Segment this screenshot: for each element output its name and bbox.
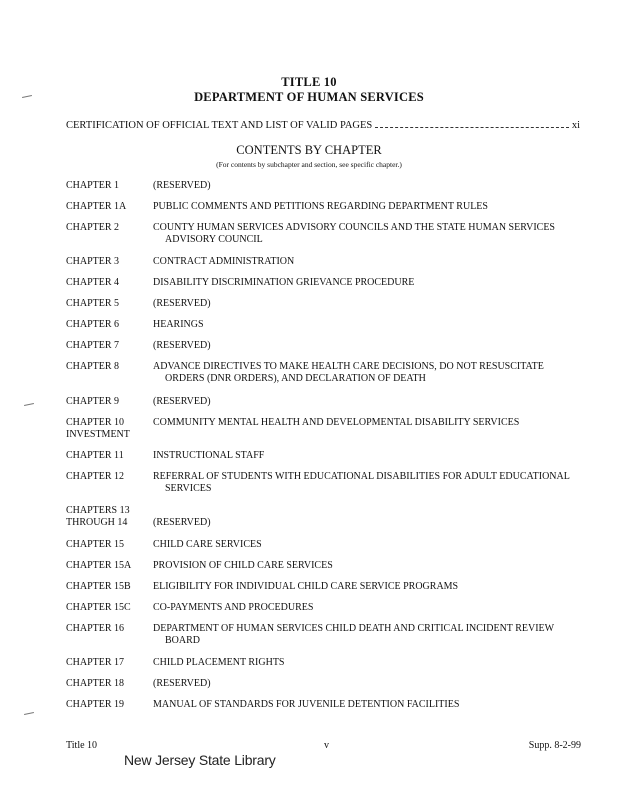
chapter-number: [66, 623, 152, 635]
chapter-number-line: CHAPTER 15B: [66, 581, 131, 592]
footer-page-number: v: [324, 740, 329, 751]
chapter-number-line: CHAPTER 15: [66, 539, 125, 550]
library-stamp: New Jersey State Library: [124, 752, 276, 768]
chapter-number-line: CHAPTER 7: [66, 340, 120, 351]
chapter-title: [153, 678, 583, 690]
chapter-number: [66, 560, 152, 572]
footer-title: Title 10: [66, 740, 98, 751]
chapter-number: [66, 319, 152, 331]
certification-line: [66, 120, 580, 131]
chapter-title-line: CO-PAYMENTS AND PROCEDURES: [153, 602, 314, 613]
chapter-title-line: ADVISORY COUNCIL: [165, 234, 263, 245]
chapter-title-line: (RESERVED): [153, 340, 211, 351]
scan-mark: [24, 403, 34, 406]
title-line-1: TITLE 10: [281, 75, 337, 89]
chapter-title-line: PROVISION OF CHILD CARE SERVICES: [153, 560, 333, 571]
chapter-title-line: PUBLIC COMMENTS AND PETITIONS REGARDING DEPARTMENT RULES: [153, 201, 488, 212]
chapter-number-line: CHAPTER 5: [66, 298, 120, 309]
chapter-title: [153, 340, 583, 352]
chapter-number: [66, 581, 152, 593]
chapter-number-line: CHAPTER 11: [66, 450, 124, 461]
chapter-number-line: THROUGH 14: [66, 517, 128, 528]
chapter-title-line: COMMUNITY MENTAL HEALTH AND DEVELOPMENTAL DISABILITY SERVICES: [153, 417, 520, 428]
chapter-number-line: CHAPTER 9: [66, 396, 120, 407]
chapter-number-line: CHAPTER 4: [66, 277, 120, 288]
chapter-title-line: (RESERVED): [153, 180, 211, 191]
chapter-number-line: CHAPTER 3: [66, 256, 120, 267]
chapter-number: [66, 450, 152, 462]
footer-supplement: Supp. 8-2-99: [528, 740, 581, 751]
chapter-title-line: ELIGIBILITY FOR INDIVIDUAL CHILD CARE SERVICE PROGRAMS: [153, 581, 459, 592]
chapter-number: [66, 417, 152, 441]
chapter-title-line: DISABILITY DISCRIMINATION GRIEVANCE PROCEDURE: [153, 277, 415, 288]
chapter-title-line: CHILD PLACEMENT RIGHTS: [153, 657, 285, 668]
chapter-title: [153, 517, 583, 529]
chapter-number-line: CHAPTER 1A: [66, 201, 127, 212]
chapter-title: [153, 256, 583, 268]
chapter-title: [153, 319, 583, 331]
chapter-number-line: CHAPTER 16: [66, 623, 125, 634]
contents-heading: CONTENTS BY CHAPTER: [236, 143, 382, 157]
chapter-title: [153, 581, 583, 593]
chapter-title: [153, 657, 583, 669]
chapter-title: [153, 602, 583, 614]
chapter-number: [66, 678, 152, 690]
chapter-title-line: (RESERVED): [153, 517, 211, 528]
chapter-number-line: CHAPTER 17: [66, 657, 125, 668]
document-title: [0, 75, 618, 105]
chapter-number-line: CHAPTER 15A: [66, 560, 132, 571]
chapter-title: [153, 201, 583, 213]
title-line-2: DEPARTMENT OF HUMAN SERVICES: [194, 90, 424, 104]
chapter-number: [66, 201, 152, 213]
chapter-number-line: CHAPTER 2: [66, 222, 120, 233]
chapter-number: [66, 471, 152, 483]
chapter-title-line: DEPARTMENT OF HUMAN SERVICES CHILD DEATH AND CRITICAL INCIDENT REVIEW: [153, 623, 555, 634]
chapter-title-line: ADVANCE DIRECTIVES TO MAKE HEALTH CARE DECISIONS, DO NOT RESUSCITATE: [153, 361, 544, 372]
chapter-title: [153, 450, 583, 462]
chapter-title: [153, 539, 583, 551]
chapter-title: [153, 222, 583, 246]
chapter-number: [66, 505, 152, 529]
chapter-number: [66, 602, 152, 614]
chapter-number: [66, 180, 152, 192]
chapter-title: [153, 699, 583, 711]
chapter-title-line: MANUAL OF STANDARDS FOR JUVENILE DETENTION FACILITIES: [153, 699, 460, 710]
chapter-title: [153, 471, 583, 495]
chapter-number-line: CHAPTER 1: [66, 180, 120, 191]
chapter-title: [153, 180, 583, 192]
chapter-number: [66, 396, 152, 408]
chapter-title-line: CHILD CARE SERVICES: [153, 539, 262, 550]
chapter-number: [66, 277, 152, 289]
chapter-number: [66, 340, 152, 352]
chapter-number-line: CHAPTER 10: [66, 417, 125, 428]
chapter-number-line: CHAPTER 18: [66, 678, 125, 689]
chapter-title: [153, 623, 583, 647]
chapter-title-line: ORDERS (DNR ORDERS), AND DECLARATION OF DEATH: [165, 373, 426, 384]
chapter-number-line: INVESTMENT: [66, 429, 130, 440]
chapter-title-line: COUNTY HUMAN SERVICES ADVISORY COUNCILS AND THE STATE HUMAN SERVICES: [153, 222, 555, 233]
chapter-title-line: CONTRACT ADMINISTRATION: [153, 256, 295, 267]
chapter-number: [66, 298, 152, 310]
chapter-title-line: REFERRAL OF STUDENTS WITH EDUCATIONAL DISABILITIES FOR ADULT EDUCATIONAL: [153, 471, 570, 482]
chapter-title: [153, 396, 583, 408]
chapter-title-line: (RESERVED): [153, 298, 211, 309]
chapter-title-line: (RESERVED): [153, 678, 211, 689]
chapter-number: [66, 256, 152, 268]
chapter-number: [66, 699, 152, 711]
chapter-number-line: CHAPTER 8: [66, 361, 120, 372]
certification-text: CERTIFICATION OF OFFICIAL TEXT AND LIST OF VALID PAGES: [66, 120, 373, 131]
scan-mark: [24, 712, 34, 715]
chapter-number: [66, 222, 152, 234]
dot-leader: [375, 127, 569, 128]
certification-page: xi: [571, 120, 580, 131]
chapter-title-line: SERVICES: [165, 483, 212, 494]
contents-note: (For contents by subchapter and section, see specific chapter.): [216, 160, 402, 169]
chapter-title: [153, 560, 583, 572]
chapter-number-line: CHAPTER 6: [66, 319, 120, 330]
chapter-number-line: CHAPTER 15C: [66, 602, 131, 613]
chapter-title-line: BOARD: [165, 635, 201, 646]
chapter-number-line: CHAPTER 12: [66, 471, 125, 482]
chapter-number: [66, 361, 152, 373]
chapter-number-line: CHAPTER 19: [66, 699, 125, 710]
chapter-title-line: INSTRUCTIONAL STAFF: [153, 450, 265, 461]
chapter-number-line: CHAPTERS 13: [66, 505, 130, 516]
chapter-number: [66, 539, 152, 551]
chapter-title: [153, 298, 583, 310]
chapter-title-line: HEARINGS: [153, 319, 204, 330]
chapter-number: [66, 657, 152, 669]
chapter-title: [153, 361, 583, 385]
chapter-title: [153, 417, 583, 429]
chapter-title: [153, 277, 583, 289]
chapter-title-line: (RESERVED): [153, 396, 211, 407]
